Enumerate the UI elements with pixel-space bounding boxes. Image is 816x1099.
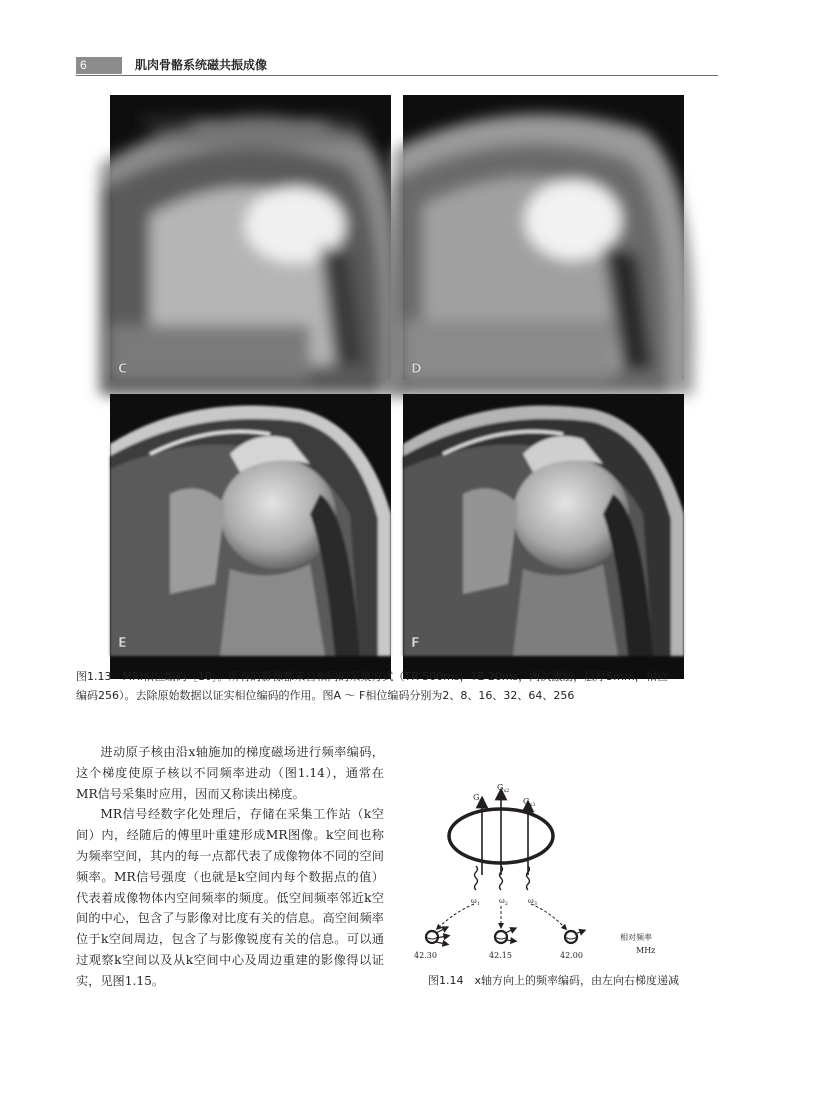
caption-line-1: 图1.13 MRI相位编码［10］。所有的影像都来自相同的采集方式（TR 500ms，TE 20ms，两次激励，层厚5mm，相位 [76,670,668,683]
dashed-path-1 [438,904,474,928]
panel-label-d: D [411,362,422,377]
page-number: 6 [80,58,87,72]
omega-label-3: $\omega_3$ [528,897,537,907]
figure-1-14-caption: 图1.14 x轴方向上的频率编码，由左向右梯度递减 [428,974,680,987]
frequency-label-2: 42.15 [489,951,512,960]
figure-1-13-caption [76,667,721,705]
book-title: 肌肉骨骼系统磁共振成像 [135,58,268,72]
panel-label-f: F [411,636,420,651]
body-text [76,742,384,992]
panel-label-e: E [118,636,127,651]
caption-line-2: 编码256）。去除原始数据以证实相位编码的作用。图A ～ F相位编码分别为2、8、16、32、64、256 [76,689,575,702]
gradient-label-2: $G_{x2}$ [497,783,510,794]
spin-2 [495,929,514,943]
frequency-label-1: 42.30 [414,951,437,960]
gradient-label-1: $G_{x1}$ [473,793,486,804]
gradient-label-3: $G_{x3}$ [523,797,536,808]
dashed-path-3 [531,904,565,928]
figure-1-14-diagram [400,783,720,985]
unit-label: MHz [636,946,656,955]
omega-label-1: $\omega_1$ [471,897,480,907]
wave-1 [475,866,478,890]
frequency-label-3: 42.00 [560,951,583,960]
relative-frequency-label: 相对频率 [620,933,652,942]
header-rule [76,75,718,76]
mri-panel-f [403,394,684,679]
mri-panel-e [110,394,391,679]
spin-1 [426,928,447,944]
omega-label-2: $\omega_2$ [499,897,508,907]
spin-3 [565,931,583,943]
paragraph-2: MR信号经数字化处理后，存储在采集工作站（k空间）内，经随后的傅里叶重建形成MR图像。k空间也称为频率空间，其内的每一点都代表了成像物体不同的空间频率。MR信号强度（也就是k空间内每个数据点的值）代表着成像物体内空间频率的频度。低空间频率邻近k空间的中心，包含了与影像对比度有关的信息。高空间频率位于k空间周边，包含了与影像锐度有关的信息。可以通过观察k空间以及从k空间中心及周边重建的影像得以证实，见图1.15。 [76,807,384,988]
paragraph-1: 进动原子核由沿x轴施加的梯度磁场进行频率编码，这个梯度使原子核以不同频率进动（图1.14），通常在MR信号采集时应用，因而又称读出梯度。 [76,745,384,801]
mri-panel-c [110,95,391,380]
panel-label-c: C [118,362,128,377]
mri-panel-d [403,95,684,380]
